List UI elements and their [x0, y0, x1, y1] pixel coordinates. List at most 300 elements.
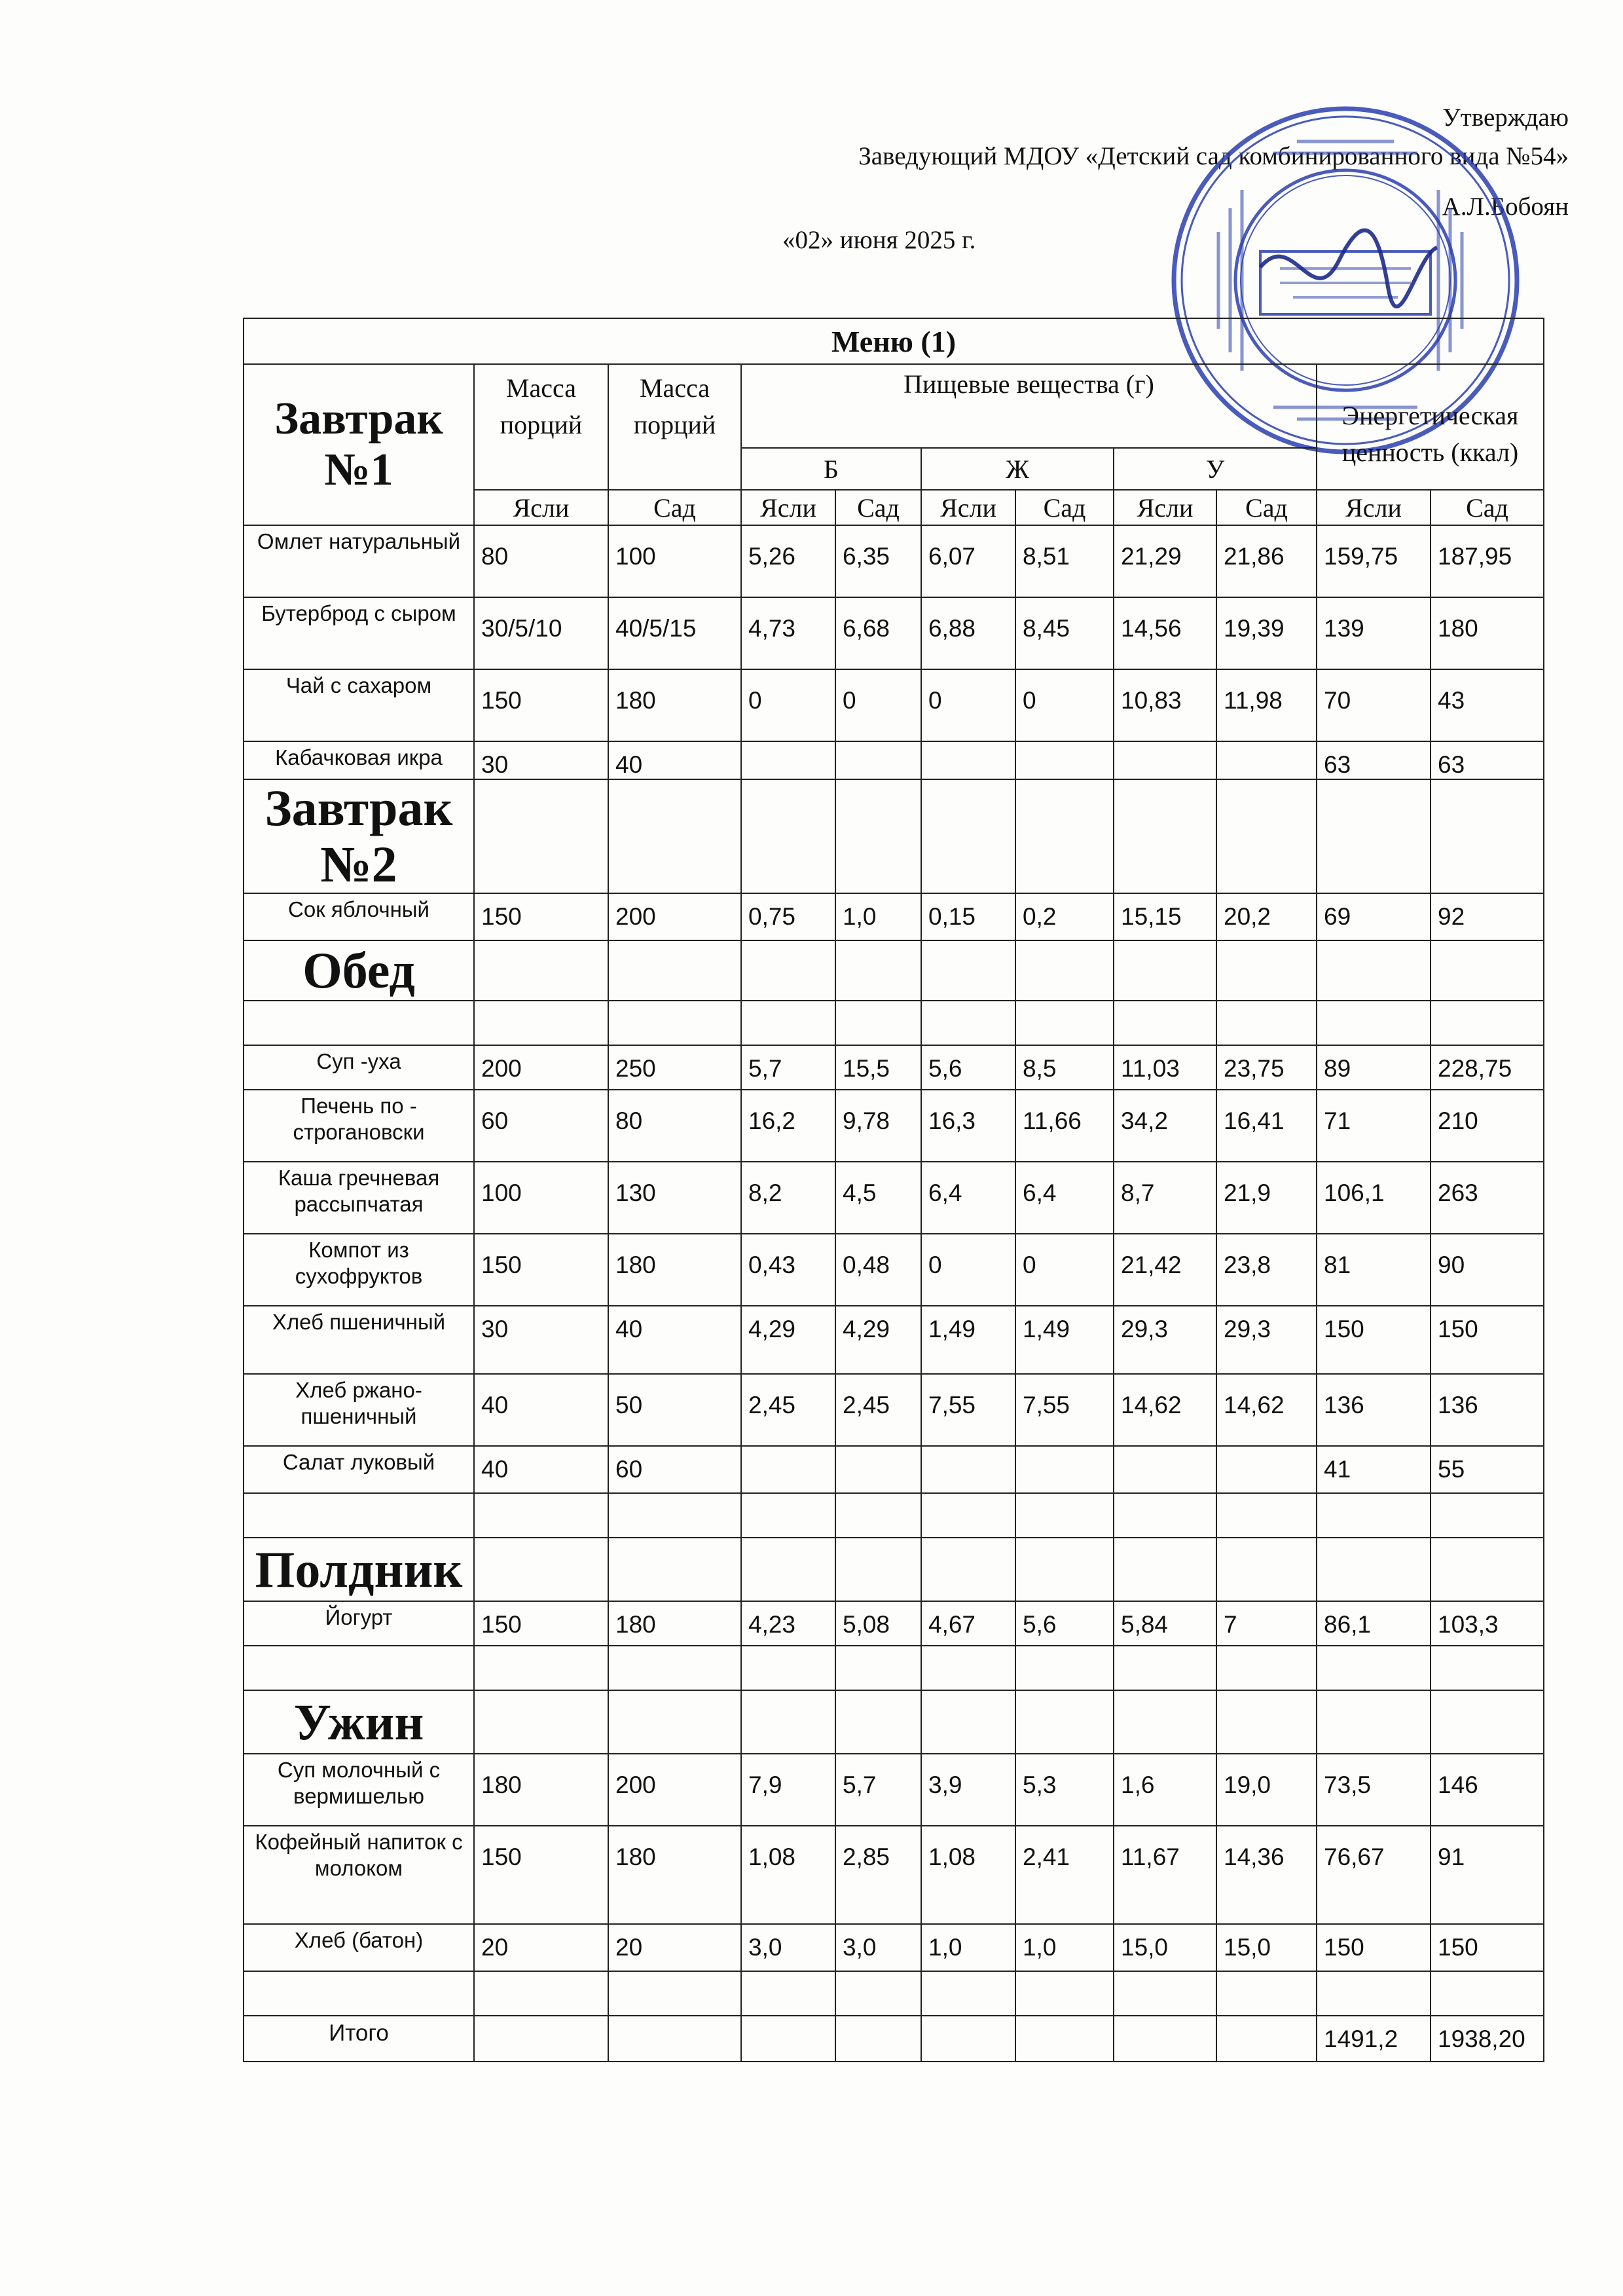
empty-cell — [474, 1690, 608, 1754]
value-cell: 23,8 — [1216, 1234, 1317, 1306]
empty-cell — [1317, 1971, 1431, 2016]
value-cell: 30/5/10 — [474, 597, 608, 669]
value-cell — [474, 2016, 608, 2062]
empty-cell — [608, 1538, 741, 1601]
value-cell — [741, 741, 835, 779]
zh-subheading-nursery: Ясли — [921, 490, 1015, 525]
meal-heading-lunch: Обед — [244, 940, 474, 1001]
value-cell — [1114, 741, 1216, 779]
value-cell: 73,5 — [1317, 1754, 1431, 1826]
empty-cell — [835, 1493, 921, 1538]
value-cell: 180 — [608, 669, 741, 741]
meal-heading-breakfast2: Завтрак №2 — [244, 779, 474, 893]
value-cell: 14,56 — [1114, 597, 1216, 669]
value-cell — [1216, 2016, 1317, 2062]
value-cell: 11,66 — [1015, 1090, 1114, 1162]
table-row — [244, 1306, 1544, 1374]
empty-cell — [1431, 1971, 1544, 2016]
value-cell: 19,0 — [1216, 1754, 1317, 1826]
empty-cell — [608, 940, 741, 1001]
value-cell: 4,29 — [741, 1306, 835, 1374]
empty-cell — [1431, 1690, 1544, 1754]
value-cell: 8,45 — [1015, 597, 1114, 669]
energy-subheading-nursery: Ясли — [1317, 490, 1431, 525]
empty-cell — [1317, 1690, 1431, 1754]
empty-cell — [921, 1971, 1015, 2016]
empty-cell — [1216, 1646, 1317, 1690]
value-cell: 40 — [608, 741, 741, 779]
value-cell: 30 — [474, 741, 608, 779]
empty-cell — [1431, 1538, 1544, 1601]
value-cell — [921, 741, 1015, 779]
table-row — [244, 1446, 1544, 1493]
empty-cell — [608, 1971, 741, 2016]
value-cell: 80 — [608, 1090, 741, 1162]
value-cell: 20 — [608, 1924, 741, 1971]
meal-row — [244, 1690, 1544, 1754]
empty-cell — [921, 1538, 1015, 1601]
value-cell: 0,48 — [835, 1234, 921, 1306]
menu-title: Меню (1) — [244, 318, 1544, 364]
value-cell: 150 — [1317, 1306, 1431, 1374]
empty-cell — [1216, 779, 1317, 893]
value-cell: 80 — [474, 525, 608, 597]
value-cell: 3,0 — [835, 1924, 921, 1971]
value-cell: 6,35 — [835, 525, 921, 597]
dish-name: Каша гречневая рассыпчатая — [244, 1162, 474, 1234]
value-cell: 180 — [474, 1754, 608, 1826]
value-cell: 1,0 — [921, 1924, 1015, 1971]
empty-cell — [1114, 779, 1216, 893]
value-cell: 90 — [1431, 1234, 1544, 1306]
table-row — [244, 741, 1544, 779]
table-row — [244, 1924, 1544, 1971]
meal-breakfast1-heading: Завтрак №1 — [244, 364, 474, 525]
value-cell: 150 — [474, 893, 608, 940]
value-cell: 63 — [1431, 741, 1544, 779]
value-cell — [741, 2016, 835, 2062]
value-cell — [1015, 741, 1114, 779]
value-cell — [921, 1446, 1015, 1493]
value-cell: 70 — [1317, 669, 1431, 741]
value-cell: 0,2 — [1015, 893, 1114, 940]
value-cell: 1,08 — [741, 1826, 835, 1924]
empty-cell — [921, 779, 1015, 893]
table-row — [244, 1754, 1544, 1826]
empty-cell — [1015, 1001, 1114, 1045]
value-cell: 63 — [1317, 741, 1431, 779]
value-cell: 6,88 — [921, 597, 1015, 669]
value-cell: 5,7 — [835, 1754, 921, 1826]
value-cell: 7,55 — [1015, 1374, 1114, 1446]
value-cell: 15,5 — [835, 1045, 921, 1090]
value-cell: 5,08 — [835, 1601, 921, 1646]
empty-cell — [835, 779, 921, 893]
value-cell: 69 — [1317, 893, 1431, 940]
value-cell: 187,95 — [1431, 525, 1544, 597]
dish-name: Бутерброд с сыром — [244, 597, 474, 669]
empty-cell — [1015, 940, 1114, 1001]
dish-name: Сок яблочный — [244, 893, 474, 940]
empty-cell — [921, 1646, 1015, 1690]
empty-cell — [921, 1493, 1015, 1538]
value-cell: 200 — [608, 893, 741, 940]
empty-cell — [1015, 1690, 1114, 1754]
value-cell: 8,7 — [1114, 1162, 1216, 1234]
empty-cell — [835, 1538, 921, 1601]
blank-row — [244, 1646, 1544, 1690]
value-cell: 0,15 — [921, 893, 1015, 940]
value-cell: 2,41 — [1015, 1826, 1114, 1924]
dish-name: Суп молочный с вермишелью — [244, 1754, 474, 1826]
empty-cell — [474, 779, 608, 893]
dish-name: Омлет натуральный — [244, 525, 474, 597]
empty-cell — [921, 1690, 1015, 1754]
value-cell: 106,1 — [1317, 1162, 1431, 1234]
value-cell: 0,43 — [741, 1234, 835, 1306]
empty-cell — [1317, 1646, 1431, 1690]
value-cell: 6,4 — [1015, 1162, 1114, 1234]
value-cell: 5,84 — [1114, 1601, 1216, 1646]
value-cell — [1015, 1446, 1114, 1493]
mass-heading-nursery: Масса порций — [474, 364, 608, 490]
value-cell: 146 — [1431, 1754, 1544, 1826]
value-cell: 136 — [1431, 1374, 1544, 1446]
value-cell: 21,29 — [1114, 525, 1216, 597]
value-cell: 1,0 — [835, 893, 921, 940]
table-row — [244, 669, 1544, 741]
value-cell: 5,6 — [921, 1045, 1015, 1090]
value-cell: 20 — [474, 1924, 608, 1971]
empty-cell — [244, 1971, 474, 2016]
table-row — [244, 597, 1544, 669]
empty-cell — [1114, 1690, 1216, 1754]
mass-subheading-nursery: Ясли — [474, 490, 608, 525]
value-cell: 50 — [608, 1374, 741, 1446]
total-row — [244, 2016, 1544, 2062]
value-cell: 263 — [1431, 1162, 1544, 1234]
value-cell: 15,0 — [1114, 1924, 1216, 1971]
value-cell — [835, 741, 921, 779]
value-cell: 0,75 — [741, 893, 835, 940]
value-cell: 16,41 — [1216, 1090, 1317, 1162]
blank-row — [244, 1971, 1544, 2016]
empty-cell — [1114, 1493, 1216, 1538]
value-cell: 21,86 — [1216, 525, 1317, 597]
empty-cell — [741, 940, 835, 1001]
nutrient-zh-heading: Ж — [921, 448, 1114, 490]
dish-name: Хлеб (батон) — [244, 1924, 474, 1971]
empty-cell — [1431, 1001, 1544, 1045]
value-cell: 60 — [474, 1090, 608, 1162]
value-cell: 150 — [474, 669, 608, 741]
empty-cell — [835, 1690, 921, 1754]
value-cell: 1,49 — [1015, 1306, 1114, 1374]
mass-subheading-garden: Сад — [608, 490, 741, 525]
dish-name: Салат луковый — [244, 1446, 474, 1493]
value-cell: 55 — [1431, 1446, 1544, 1493]
value-cell: 150 — [474, 1601, 608, 1646]
table-row — [244, 893, 1544, 940]
value-cell: 11,67 — [1114, 1826, 1216, 1924]
value-cell: 4,23 — [741, 1601, 835, 1646]
value-cell — [835, 1446, 921, 1493]
empty-cell — [1216, 1971, 1317, 2016]
value-cell: 14,62 — [1114, 1374, 1216, 1446]
value-cell: 6,4 — [921, 1162, 1015, 1234]
energy-subheading-garden: Сад — [1431, 490, 1544, 525]
table-row — [244, 1601, 1544, 1646]
empty-cell — [244, 1493, 474, 1538]
value-cell: 3,0 — [741, 1924, 835, 1971]
value-cell: 7,55 — [921, 1374, 1015, 1446]
value-cell: 30 — [474, 1306, 608, 1374]
value-cell: 2,85 — [835, 1826, 921, 1924]
value-cell: 130 — [608, 1162, 741, 1234]
nutrient-b-heading: Б — [741, 448, 921, 490]
value-cell: 6,07 — [921, 525, 1015, 597]
energy-heading: Энергетическая ценность (ккал) — [1317, 364, 1544, 490]
empty-cell — [1317, 940, 1431, 1001]
value-cell: 210 — [1431, 1090, 1544, 1162]
value-cell: 11,03 — [1114, 1045, 1216, 1090]
value-cell: 8,2 — [741, 1162, 835, 1234]
value-cell: 89 — [1317, 1045, 1431, 1090]
empty-cell — [608, 1493, 741, 1538]
value-cell: 150 — [474, 1234, 608, 1306]
value-cell: 4,29 — [835, 1306, 921, 1374]
empty-cell — [1431, 940, 1544, 1001]
approval-date: «02» июня 2025 г. — [782, 226, 976, 254]
value-cell: 1,6 — [1114, 1754, 1216, 1826]
value-cell: 40 — [474, 1446, 608, 1493]
value-cell: 9,78 — [835, 1090, 921, 1162]
value-cell: 23,75 — [1216, 1045, 1317, 1090]
value-cell — [608, 2016, 741, 2062]
value-cell: 180 — [608, 1234, 741, 1306]
table-row — [244, 1090, 1544, 1162]
empty-cell — [474, 1001, 608, 1045]
meal-row — [244, 779, 1544, 893]
approval-title: Утверждаю — [1442, 103, 1569, 132]
value-cell: 5,3 — [1015, 1754, 1114, 1826]
value-cell: 5,6 — [1015, 1601, 1114, 1646]
empty-cell — [1015, 779, 1114, 893]
value-cell: 8,51 — [1015, 525, 1114, 597]
empty-cell — [474, 1538, 608, 1601]
dish-name: Печень по - строгановски — [244, 1090, 474, 1162]
dish-name: Суп -уха — [244, 1045, 474, 1090]
value-cell: 8,5 — [1015, 1045, 1114, 1090]
value-cell: 86,1 — [1317, 1601, 1431, 1646]
empty-cell — [474, 1971, 608, 2016]
value-cell: 150 — [1431, 1924, 1544, 1971]
value-cell: 228,75 — [1431, 1045, 1544, 1090]
value-cell: 7,9 — [741, 1754, 835, 1826]
value-cell: 180 — [608, 1601, 741, 1646]
value-cell — [741, 1446, 835, 1493]
value-cell: 34,2 — [1114, 1090, 1216, 1162]
value-cell — [1216, 741, 1317, 779]
value-cell: 180 — [1431, 597, 1544, 669]
dish-name: Чай с сахаром — [244, 669, 474, 741]
value-cell: 159,75 — [1317, 525, 1431, 597]
empty-cell — [1216, 1538, 1317, 1601]
empty-cell — [1431, 779, 1544, 893]
meal-heading-snack: Полдник — [244, 1538, 474, 1601]
value-cell: 14,62 — [1216, 1374, 1317, 1446]
empty-cell — [1216, 1493, 1317, 1538]
value-cell: 150 — [474, 1826, 608, 1924]
empty-cell — [244, 1001, 474, 1045]
value-cell: 1,49 — [921, 1306, 1015, 1374]
empty-cell — [608, 1001, 741, 1045]
value-cell: 150 — [1317, 1924, 1431, 1971]
value-cell: 250 — [608, 1045, 741, 1090]
empty-cell — [1015, 1646, 1114, 1690]
table-row — [244, 525, 1544, 597]
dish-name: Хлеб ржано-пшеничный — [244, 1374, 474, 1446]
empty-cell — [1015, 1493, 1114, 1538]
value-cell: 1,08 — [921, 1826, 1015, 1924]
meal-row — [244, 940, 1544, 1001]
value-cell: 11,98 — [1216, 669, 1317, 741]
zh-subheading-garden: Сад — [1015, 490, 1114, 525]
empty-cell — [1216, 940, 1317, 1001]
value-cell: 10,83 — [1114, 669, 1216, 741]
value-cell: 3,9 — [921, 1754, 1015, 1826]
value-cell: 1938,20 — [1431, 2016, 1544, 2062]
value-cell: 180 — [608, 1826, 741, 1924]
value-cell — [1015, 2016, 1114, 2062]
value-cell: 71 — [1317, 1090, 1431, 1162]
u-subheading-nursery: Ясли — [1114, 490, 1216, 525]
value-cell: 15,0 — [1216, 1924, 1317, 1971]
value-cell: 15,15 — [1114, 893, 1216, 940]
blank-row — [244, 1493, 1544, 1538]
value-cell: 100 — [608, 525, 741, 597]
value-cell: 4,5 — [835, 1162, 921, 1234]
empty-cell — [741, 1646, 835, 1690]
empty-cell — [1317, 1493, 1431, 1538]
value-cell: 139 — [1317, 597, 1431, 669]
value-cell: 29,3 — [1114, 1306, 1216, 1374]
empty-cell — [741, 1538, 835, 1601]
table-row — [244, 1234, 1544, 1306]
value-cell: 0 — [835, 669, 921, 741]
empty-cell — [835, 1971, 921, 2016]
empty-cell — [741, 1690, 835, 1754]
value-cell: 0 — [741, 669, 835, 741]
approval-name: А.Л.Бобоян — [1442, 193, 1569, 221]
value-cell: 43 — [1431, 669, 1544, 741]
menu-table — [243, 318, 1544, 2062]
value-cell: 92 — [1431, 893, 1544, 940]
empty-cell — [741, 779, 835, 893]
value-cell — [921, 2016, 1015, 2062]
value-cell: 136 — [1317, 1374, 1431, 1446]
b-subheading-garden: Сад — [835, 490, 921, 525]
table-row — [244, 1162, 1544, 1234]
value-cell: 5,26 — [741, 525, 835, 597]
empty-cell — [741, 1001, 835, 1045]
empty-cell — [1114, 1001, 1216, 1045]
empty-cell — [1317, 779, 1431, 893]
empty-cell — [1317, 1001, 1431, 1045]
empty-cell — [474, 1646, 608, 1690]
value-cell — [1114, 1446, 1216, 1493]
value-cell: 41 — [1317, 1446, 1431, 1493]
empty-cell — [608, 1690, 741, 1754]
table-row — [244, 1374, 1544, 1446]
value-cell: 103,3 — [1431, 1601, 1544, 1646]
value-cell: 76,67 — [1317, 1826, 1431, 1924]
approval-head: Заведующий МДОУ «Детский сад комбинированного вида №54» — [858, 142, 1569, 170]
value-cell: 6,68 — [835, 597, 921, 669]
empty-cell — [835, 940, 921, 1001]
empty-cell — [1431, 1646, 1544, 1690]
value-cell: 100 — [474, 1162, 608, 1234]
empty-cell — [1114, 940, 1216, 1001]
empty-cell — [244, 1646, 474, 1690]
value-cell: 7 — [1216, 1601, 1317, 1646]
value-cell: 81 — [1317, 1234, 1431, 1306]
nutrients-heading: Пищевые вещества (г) — [741, 364, 1317, 448]
value-cell: 200 — [608, 1754, 741, 1826]
empty-cell — [835, 1646, 921, 1690]
dish-name: Компот из сухофруктов — [244, 1234, 474, 1306]
value-cell: 5,7 — [741, 1045, 835, 1090]
value-cell: 4,73 — [741, 597, 835, 669]
value-cell: 16,2 — [741, 1090, 835, 1162]
value-cell: 150 — [1431, 1306, 1544, 1374]
dish-name: Кофейный напиток с молоком — [244, 1826, 474, 1924]
table-row — [244, 1045, 1544, 1090]
empty-cell — [1317, 1538, 1431, 1601]
value-cell: 4,67 — [921, 1601, 1015, 1646]
value-cell: 0 — [921, 1234, 1015, 1306]
empty-cell — [1216, 1001, 1317, 1045]
empty-cell — [1015, 1538, 1114, 1601]
table-row — [244, 1826, 1544, 1924]
empty-cell — [1015, 1971, 1114, 2016]
value-cell: 200 — [474, 1045, 608, 1090]
value-cell: 91 — [1431, 1826, 1544, 1924]
value-cell: 21,9 — [1216, 1162, 1317, 1234]
nutrient-u-heading: У — [1114, 448, 1317, 490]
value-cell: 16,3 — [921, 1090, 1015, 1162]
value-cell: 20,2 — [1216, 893, 1317, 940]
dish-name: Хлеб пшеничный — [244, 1306, 474, 1374]
empty-cell — [1431, 1493, 1544, 1538]
empty-cell — [835, 1001, 921, 1045]
value-cell: 14,36 — [1216, 1826, 1317, 1924]
value-cell — [1216, 1446, 1317, 1493]
value-cell: 2,45 — [741, 1374, 835, 1446]
empty-cell — [921, 1001, 1015, 1045]
empty-cell — [474, 940, 608, 1001]
value-cell: 0 — [1015, 669, 1114, 741]
value-cell: 40 — [474, 1374, 608, 1446]
empty-cell — [474, 1493, 608, 1538]
dish-name: Йогурт — [244, 1601, 474, 1646]
empty-cell — [1114, 1971, 1216, 2016]
value-cell: 19,39 — [1216, 597, 1317, 669]
empty-cell — [608, 779, 741, 893]
empty-cell — [741, 1971, 835, 2016]
empty-cell — [1216, 1690, 1317, 1754]
empty-cell — [1114, 1538, 1216, 1601]
